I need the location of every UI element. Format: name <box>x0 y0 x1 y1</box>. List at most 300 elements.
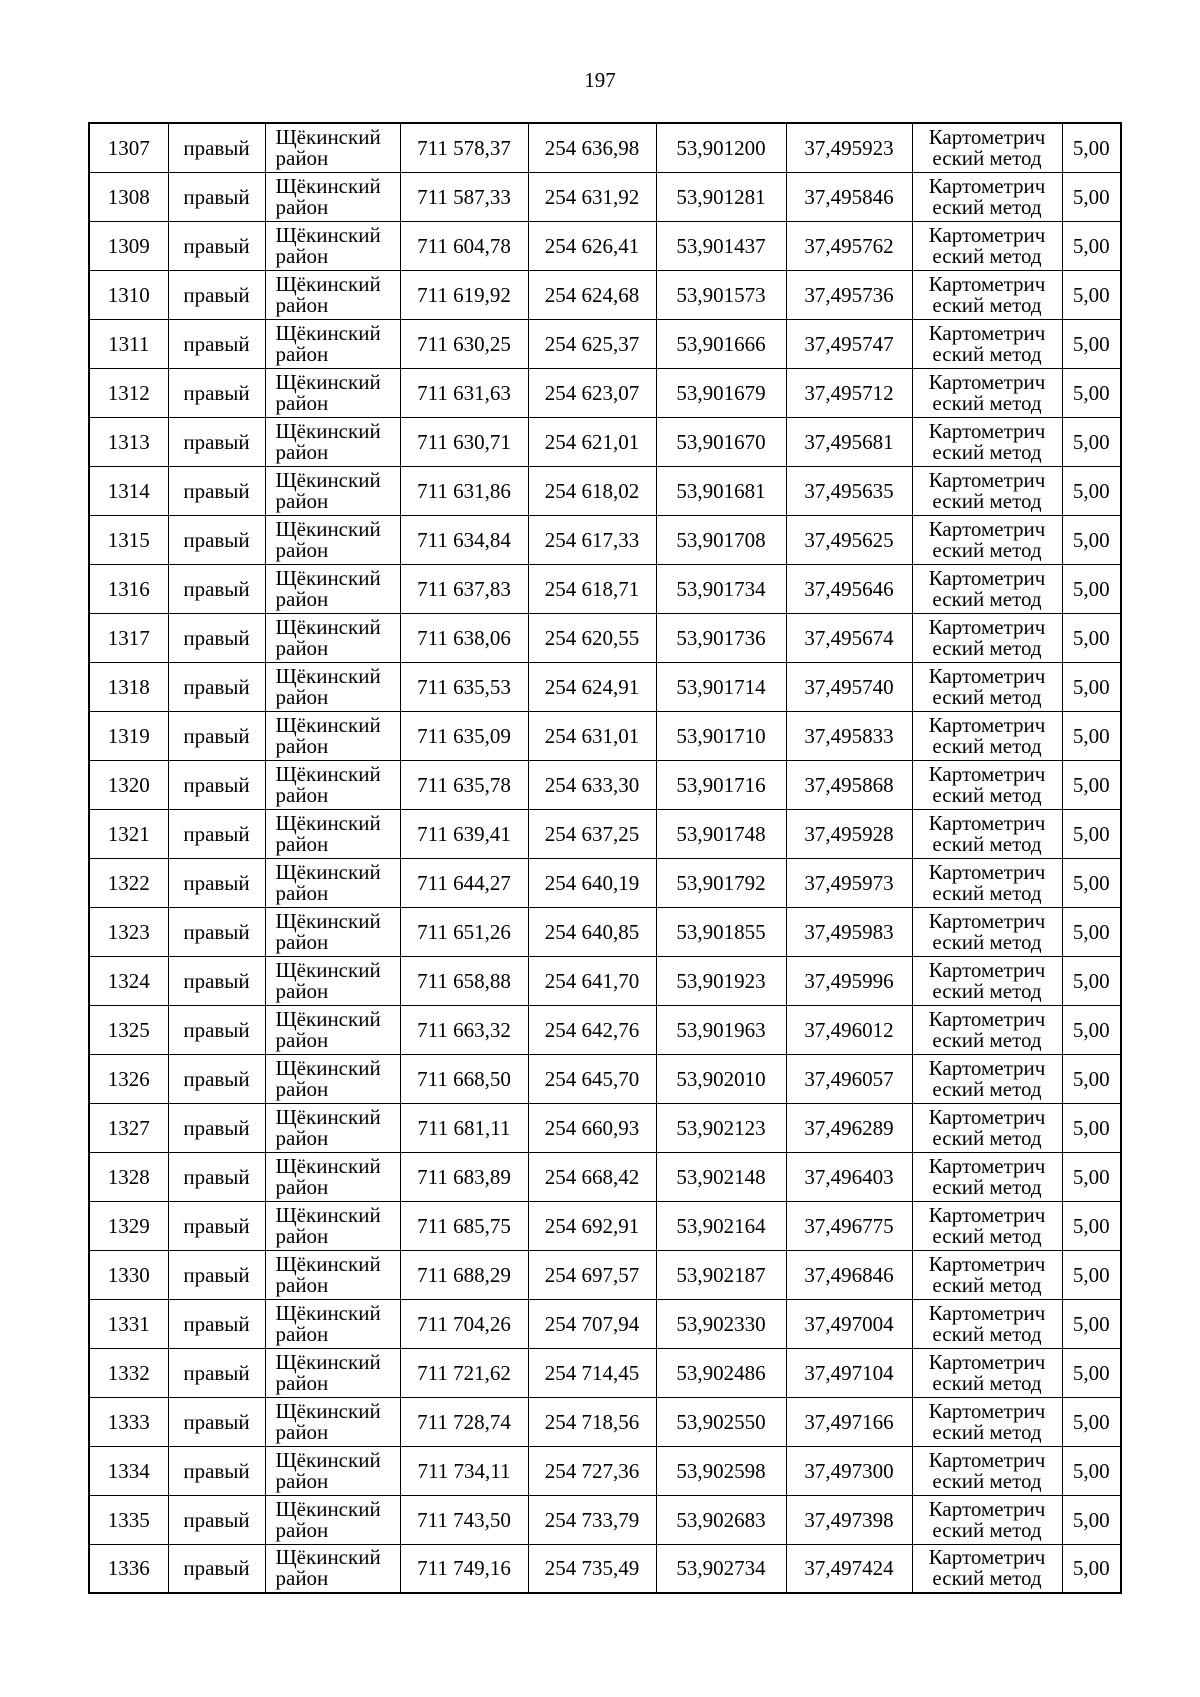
cell-y: 254 631,01 <box>528 711 656 760</box>
table-row <box>89 1201 1121 1250</box>
cell-district: Щёкинский район <box>265 1299 400 1348</box>
cell-y: 254 620,55 <box>528 613 656 662</box>
cell-side: правый <box>168 123 265 172</box>
cell-number: 1312 <box>89 368 168 417</box>
cell-district: Щёкинский район <box>265 613 400 662</box>
cell-y: 254 631,92 <box>528 172 656 221</box>
cell-side: правый <box>168 1201 265 1250</box>
cell-method: Картометрич еский метод <box>912 417 1062 466</box>
cell-district: Щёкинский район <box>265 1005 400 1054</box>
table-row <box>89 319 1121 368</box>
cell-latitude: 53,901716 <box>656 760 786 809</box>
cell-accuracy: 5,00 <box>1062 564 1121 613</box>
cell-y: 254 697,57 <box>528 1250 656 1299</box>
cell-x: 711 685,75 <box>400 1201 528 1250</box>
cell-method: Картометрич еский метод <box>912 662 1062 711</box>
cell-latitude: 53,902486 <box>656 1348 786 1397</box>
cell-x: 711 734,11 <box>400 1446 528 1495</box>
cell-latitude: 53,902734 <box>656 1544 786 1593</box>
cell-number: 1314 <box>89 466 168 515</box>
table-row <box>89 1495 1121 1544</box>
cell-district: Щёкинский район <box>265 1250 400 1299</box>
cell-number: 1319 <box>89 711 168 760</box>
cell-number: 1310 <box>89 270 168 319</box>
cell-x: 711 743,50 <box>400 1495 528 1544</box>
cell-latitude: 53,902683 <box>656 1495 786 1544</box>
cell-accuracy: 5,00 <box>1062 1152 1121 1201</box>
table-row <box>89 1544 1121 1593</box>
cell-x: 711 630,25 <box>400 319 528 368</box>
cell-accuracy: 5,00 <box>1062 1397 1121 1446</box>
cell-y: 254 727,36 <box>528 1446 656 1495</box>
table-row <box>89 1299 1121 1348</box>
cell-side: правый <box>168 1005 265 1054</box>
cell-longitude: 37,496775 <box>786 1201 912 1250</box>
cell-latitude: 53,901710 <box>656 711 786 760</box>
cell-method: Картометрич еский метод <box>912 907 1062 956</box>
cell-x: 711 749,16 <box>400 1544 528 1593</box>
cell-longitude: 37,497104 <box>786 1348 912 1397</box>
cell-latitude: 53,902123 <box>656 1103 786 1152</box>
cell-latitude: 53,901714 <box>656 662 786 711</box>
cell-method: Картометрич еский метод <box>912 1152 1062 1201</box>
cell-latitude: 53,902187 <box>656 1250 786 1299</box>
cell-number: 1334 <box>89 1446 168 1495</box>
cell-y: 254 625,37 <box>528 319 656 368</box>
cell-accuracy: 5,00 <box>1062 613 1121 662</box>
cell-district: Щёкинский район <box>265 123 400 172</box>
table-row <box>89 1152 1121 1201</box>
cell-number: 1329 <box>89 1201 168 1250</box>
cell-x: 711 704,26 <box>400 1299 528 1348</box>
cell-accuracy: 5,00 <box>1062 1054 1121 1103</box>
cell-longitude: 37,497166 <box>786 1397 912 1446</box>
cell-y: 254 636,98 <box>528 123 656 172</box>
cell-district: Щёкинский район <box>265 319 400 368</box>
cell-latitude: 53,902598 <box>656 1446 786 1495</box>
cell-side: правый <box>168 1495 265 1544</box>
cell-number: 1315 <box>89 515 168 564</box>
cell-method: Картометрич еский метод <box>912 1544 1062 1593</box>
cell-accuracy: 5,00 <box>1062 515 1121 564</box>
cell-x: 711 681,11 <box>400 1103 528 1152</box>
table-row <box>89 466 1121 515</box>
cell-side: правый <box>168 1348 265 1397</box>
cell-x: 711 644,27 <box>400 858 528 907</box>
cell-longitude: 37,497004 <box>786 1299 912 1348</box>
table-row <box>89 564 1121 613</box>
cell-number: 1335 <box>89 1495 168 1544</box>
cell-number: 1328 <box>89 1152 168 1201</box>
cell-district: Щёкинский район <box>265 270 400 319</box>
cell-number: 1318 <box>89 662 168 711</box>
cell-method: Картометрич еский метод <box>912 172 1062 221</box>
cell-latitude: 53,902148 <box>656 1152 786 1201</box>
cell-side: правый <box>168 711 265 760</box>
table-row <box>89 858 1121 907</box>
table-row <box>89 760 1121 809</box>
table-row <box>89 1446 1121 1495</box>
table-row <box>89 662 1121 711</box>
cell-number: 1322 <box>89 858 168 907</box>
table-row <box>89 417 1121 466</box>
cell-accuracy: 5,00 <box>1062 123 1121 172</box>
cell-x: 711 631,63 <box>400 368 528 417</box>
table-row <box>89 123 1121 172</box>
cell-y: 254 641,70 <box>528 956 656 1005</box>
cell-longitude: 37,495983 <box>786 907 912 956</box>
cell-side: правый <box>168 1446 265 1495</box>
cell-y: 254 623,07 <box>528 368 656 417</box>
cell-side: правый <box>168 1152 265 1201</box>
cell-district: Щёкинский район <box>265 760 400 809</box>
cell-district: Щёкинский район <box>265 662 400 711</box>
cell-longitude: 37,496057 <box>786 1054 912 1103</box>
cell-y: 254 621,01 <box>528 417 656 466</box>
cell-x: 711 721,62 <box>400 1348 528 1397</box>
cell-accuracy: 5,00 <box>1062 956 1121 1005</box>
cell-side: правый <box>168 1544 265 1593</box>
cell-side: правый <box>168 515 265 564</box>
cell-number: 1320 <box>89 760 168 809</box>
cell-latitude: 53,902330 <box>656 1299 786 1348</box>
cell-number: 1316 <box>89 564 168 613</box>
cell-accuracy: 5,00 <box>1062 662 1121 711</box>
cell-side: правый <box>168 956 265 1005</box>
cell-number: 1317 <box>89 613 168 662</box>
cell-accuracy: 5,00 <box>1062 466 1121 515</box>
cell-latitude: 53,901748 <box>656 809 786 858</box>
cell-y: 254 660,93 <box>528 1103 656 1152</box>
cell-district: Щёкинский район <box>265 515 400 564</box>
table-row <box>89 711 1121 760</box>
cell-y: 254 624,68 <box>528 270 656 319</box>
cell-longitude: 37,497300 <box>786 1446 912 1495</box>
cell-accuracy: 5,00 <box>1062 1348 1121 1397</box>
cell-x: 711 668,50 <box>400 1054 528 1103</box>
cell-district: Щёкинский район <box>265 1348 400 1397</box>
cell-side: правый <box>168 417 265 466</box>
cell-method: Картометрич еский метод <box>912 221 1062 270</box>
cell-latitude: 53,901681 <box>656 466 786 515</box>
cell-method: Картометрич еский метод <box>912 368 1062 417</box>
cell-method: Картометрич еский метод <box>912 1201 1062 1250</box>
cell-number: 1307 <box>89 123 168 172</box>
cell-method: Картометрич еский метод <box>912 1103 1062 1152</box>
cell-longitude: 37,495747 <box>786 319 912 368</box>
cell-longitude: 37,495740 <box>786 662 912 711</box>
cell-district: Щёкинский район <box>265 1103 400 1152</box>
cell-longitude: 37,495625 <box>786 515 912 564</box>
cell-side: правый <box>168 270 265 319</box>
cell-district: Щёкинский район <box>265 711 400 760</box>
cell-district: Щёкинский район <box>265 956 400 1005</box>
cell-number: 1331 <box>89 1299 168 1348</box>
cell-x: 711 635,78 <box>400 760 528 809</box>
table-row <box>89 515 1121 564</box>
cell-district: Щёкинский район <box>265 809 400 858</box>
cell-district: Щёкинский район <box>265 1152 400 1201</box>
cell-latitude: 53,901855 <box>656 907 786 956</box>
cell-method: Картометрич еский метод <box>912 1397 1062 1446</box>
cell-longitude: 37,495635 <box>786 466 912 515</box>
cell-number: 1308 <box>89 172 168 221</box>
cell-accuracy: 5,00 <box>1062 221 1121 270</box>
cell-method: Картометрич еский метод <box>912 858 1062 907</box>
cell-method: Картометрич еский метод <box>912 711 1062 760</box>
cell-side: правый <box>168 858 265 907</box>
cell-y: 254 735,49 <box>528 1544 656 1593</box>
cell-side: правый <box>168 1397 265 1446</box>
cell-latitude: 53,901736 <box>656 613 786 662</box>
cell-x: 711 688,29 <box>400 1250 528 1299</box>
cell-latitude: 53,901670 <box>656 417 786 466</box>
cell-latitude: 53,901281 <box>656 172 786 221</box>
cell-longitude: 37,495833 <box>786 711 912 760</box>
cell-x: 711 651,26 <box>400 907 528 956</box>
cell-side: правый <box>168 319 265 368</box>
cell-y: 254 618,71 <box>528 564 656 613</box>
cell-latitude: 53,901666 <box>656 319 786 368</box>
cell-x: 711 578,37 <box>400 123 528 172</box>
cell-longitude: 37,495868 <box>786 760 912 809</box>
cell-latitude: 53,901437 <box>656 221 786 270</box>
cell-method: Картометрич еский метод <box>912 515 1062 564</box>
cell-number: 1336 <box>89 1544 168 1593</box>
cell-side: правый <box>168 1299 265 1348</box>
cell-district: Щёкинский район <box>265 564 400 613</box>
cell-accuracy: 5,00 <box>1062 1299 1121 1348</box>
cell-longitude: 37,497398 <box>786 1495 912 1544</box>
table-row <box>89 368 1121 417</box>
cell-latitude: 53,901734 <box>656 564 786 613</box>
cell-longitude: 37,495681 <box>786 417 912 466</box>
cell-longitude: 37,496012 <box>786 1005 912 1054</box>
cell-y: 254 637,25 <box>528 809 656 858</box>
cell-latitude: 53,901200 <box>656 123 786 172</box>
cell-y: 254 624,91 <box>528 662 656 711</box>
cell-y: 254 633,30 <box>528 760 656 809</box>
cell-district: Щёкинский район <box>265 466 400 515</box>
cell-method: Картометрич еский метод <box>912 123 1062 172</box>
cell-latitude: 53,902010 <box>656 1054 786 1103</box>
cell-longitude: 37,496289 <box>786 1103 912 1152</box>
cell-y: 254 718,56 <box>528 1397 656 1446</box>
cell-x: 711 658,88 <box>400 956 528 1005</box>
cell-y: 254 733,79 <box>528 1495 656 1544</box>
cell-method: Картометрич еский метод <box>912 1054 1062 1103</box>
cell-accuracy: 5,00 <box>1062 1005 1121 1054</box>
cell-accuracy: 5,00 <box>1062 1250 1121 1299</box>
cell-accuracy: 5,00 <box>1062 1103 1121 1152</box>
table-row <box>89 1397 1121 1446</box>
cell-side: правый <box>168 466 265 515</box>
cell-y: 254 692,91 <box>528 1201 656 1250</box>
cell-method: Картометрич еский метод <box>912 1299 1062 1348</box>
cell-y: 254 707,94 <box>528 1299 656 1348</box>
cell-district: Щёкинский район <box>265 1446 400 1495</box>
table-row <box>89 1103 1121 1152</box>
table-row <box>89 270 1121 319</box>
cell-y: 254 668,42 <box>528 1152 656 1201</box>
cell-longitude: 37,495674 <box>786 613 912 662</box>
cell-method: Картометрич еский метод <box>912 466 1062 515</box>
cell-side: правый <box>168 809 265 858</box>
cell-method: Картометрич еский метод <box>912 1250 1062 1299</box>
table-row <box>89 1054 1121 1103</box>
cell-x: 711 631,86 <box>400 466 528 515</box>
cell-x: 711 639,41 <box>400 809 528 858</box>
cell-district: Щёкинский район <box>265 221 400 270</box>
cell-latitude: 53,902550 <box>656 1397 786 1446</box>
cell-number: 1327 <box>89 1103 168 1152</box>
table-row <box>89 613 1121 662</box>
cell-number: 1309 <box>89 221 168 270</box>
cell-number: 1330 <box>89 1250 168 1299</box>
cell-latitude: 53,901792 <box>656 858 786 907</box>
cell-accuracy: 5,00 <box>1062 809 1121 858</box>
cell-method: Картометрич еский метод <box>912 760 1062 809</box>
cell-method: Картометрич еский метод <box>912 319 1062 368</box>
cell-longitude: 37,495646 <box>786 564 912 613</box>
cell-accuracy: 5,00 <box>1062 858 1121 907</box>
cell-side: правый <box>168 907 265 956</box>
cell-method: Картометрич еский метод <box>912 1495 1062 1544</box>
cell-district: Щёкинский район <box>265 858 400 907</box>
cell-district: Щёкинский район <box>265 417 400 466</box>
cell-longitude: 37,495928 <box>786 809 912 858</box>
cell-number: 1313 <box>89 417 168 466</box>
cell-latitude: 53,901573 <box>656 270 786 319</box>
cell-district: Щёкинский район <box>265 1054 400 1103</box>
cell-y: 254 640,19 <box>528 858 656 907</box>
cell-y: 254 640,85 <box>528 907 656 956</box>
cell-side: правый <box>168 1103 265 1152</box>
table-row <box>89 172 1121 221</box>
cell-method: Картометрич еский метод <box>912 613 1062 662</box>
cell-side: правый <box>168 368 265 417</box>
cell-district: Щёкинский район <box>265 368 400 417</box>
cell-accuracy: 5,00 <box>1062 711 1121 760</box>
cell-method: Картометрич еский метод <box>912 270 1062 319</box>
cell-district: Щёкинский район <box>265 1495 400 1544</box>
cell-longitude: 37,495712 <box>786 368 912 417</box>
cell-x: 711 604,78 <box>400 221 528 270</box>
cell-number: 1311 <box>89 319 168 368</box>
cell-latitude: 53,901708 <box>656 515 786 564</box>
table-row <box>89 907 1121 956</box>
cell-longitude: 37,496403 <box>786 1152 912 1201</box>
cell-side: правый <box>168 613 265 662</box>
cell-latitude: 53,901923 <box>656 956 786 1005</box>
cell-longitude: 37,497424 <box>786 1544 912 1593</box>
cell-accuracy: 5,00 <box>1062 417 1121 466</box>
cell-method: Картометрич еский метод <box>912 956 1062 1005</box>
table-row <box>89 809 1121 858</box>
cell-longitude: 37,495736 <box>786 270 912 319</box>
cell-accuracy: 5,00 <box>1062 1495 1121 1544</box>
cell-number: 1325 <box>89 1005 168 1054</box>
cell-longitude: 37,495762 <box>786 221 912 270</box>
cell-district: Щёкинский район <box>265 172 400 221</box>
cell-y: 254 626,41 <box>528 221 656 270</box>
cell-y: 254 714,45 <box>528 1348 656 1397</box>
cell-longitude: 37,495846 <box>786 172 912 221</box>
cell-side: правый <box>168 662 265 711</box>
cell-longitude: 37,495973 <box>786 858 912 907</box>
cell-y: 254 618,02 <box>528 466 656 515</box>
cell-x: 711 634,84 <box>400 515 528 564</box>
cell-method: Картометрич еский метод <box>912 809 1062 858</box>
table-row <box>89 1005 1121 1054</box>
cell-district: Щёкинский район <box>265 1201 400 1250</box>
cell-longitude: 37,496846 <box>786 1250 912 1299</box>
cell-x: 711 635,09 <box>400 711 528 760</box>
cell-y: 254 617,33 <box>528 515 656 564</box>
cell-side: правый <box>168 564 265 613</box>
cell-accuracy: 5,00 <box>1062 907 1121 956</box>
cell-x: 711 663,32 <box>400 1005 528 1054</box>
cell-x: 711 630,71 <box>400 417 528 466</box>
cell-method: Картометрич еский метод <box>912 1005 1062 1054</box>
cell-accuracy: 5,00 <box>1062 760 1121 809</box>
table-row <box>89 956 1121 1005</box>
cell-accuracy: 5,00 <box>1062 1446 1121 1495</box>
cell-district: Щёкинский район <box>265 1397 400 1446</box>
cell-x: 711 638,06 <box>400 613 528 662</box>
table-row <box>89 1348 1121 1397</box>
cell-method: Картометрич еский метод <box>912 564 1062 613</box>
cell-method: Картометрич еский метод <box>912 1348 1062 1397</box>
cell-latitude: 53,901963 <box>656 1005 786 1054</box>
cell-side: правый <box>168 1054 265 1103</box>
table-row <box>89 221 1121 270</box>
cell-accuracy: 5,00 <box>1062 172 1121 221</box>
cell-side: правый <box>168 1250 265 1299</box>
cell-x: 711 619,92 <box>400 270 528 319</box>
page-number: 197 <box>584 68 616 92</box>
coordinates-table <box>88 122 1122 1594</box>
cell-accuracy: 5,00 <box>1062 319 1121 368</box>
cell-number: 1333 <box>89 1397 168 1446</box>
cell-accuracy: 5,00 <box>1062 270 1121 319</box>
cell-method: Картометрич еский метод <box>912 1446 1062 1495</box>
cell-latitude: 53,901679 <box>656 368 786 417</box>
cell-x: 711 635,53 <box>400 662 528 711</box>
cell-number: 1332 <box>89 1348 168 1397</box>
cell-x: 711 728,74 <box>400 1397 528 1446</box>
table-row <box>89 1250 1121 1299</box>
cell-number: 1324 <box>89 956 168 1005</box>
cell-number: 1326 <box>89 1054 168 1103</box>
cell-longitude: 37,495923 <box>786 123 912 172</box>
cell-accuracy: 5,00 <box>1062 1201 1121 1250</box>
cell-accuracy: 5,00 <box>1062 1544 1121 1593</box>
cell-latitude: 53,902164 <box>656 1201 786 1250</box>
cell-x: 711 587,33 <box>400 172 528 221</box>
cell-number: 1321 <box>89 809 168 858</box>
cell-longitude: 37,495996 <box>786 956 912 1005</box>
cell-side: правый <box>168 172 265 221</box>
cell-x: 711 637,83 <box>400 564 528 613</box>
cell-accuracy: 5,00 <box>1062 368 1121 417</box>
cell-district: Щёкинский район <box>265 907 400 956</box>
cell-side: правый <box>168 760 265 809</box>
cell-y: 254 642,76 <box>528 1005 656 1054</box>
cell-number: 1323 <box>89 907 168 956</box>
cell-side: правый <box>168 221 265 270</box>
cell-y: 254 645,70 <box>528 1054 656 1103</box>
